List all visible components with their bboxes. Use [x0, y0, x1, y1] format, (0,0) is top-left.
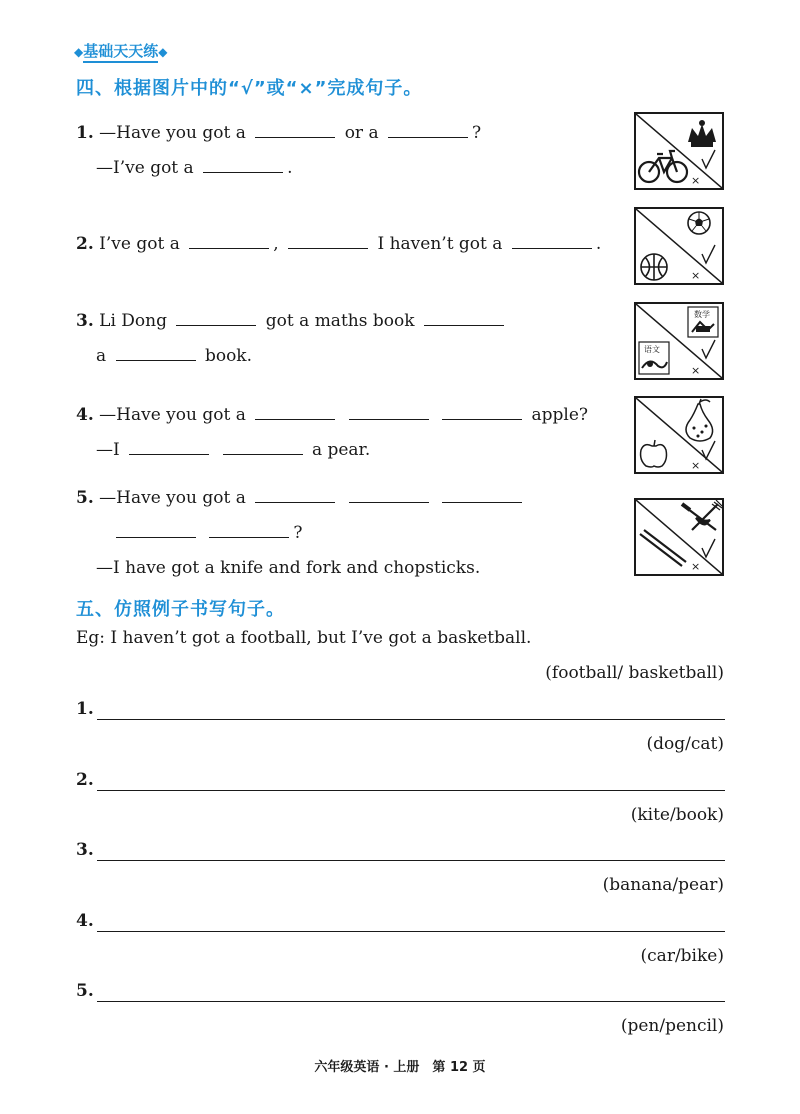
- q3-picture: [634, 302, 724, 380]
- q1-text-c: ?: [472, 123, 482, 143]
- q3-text-a: Li Dong: [99, 311, 167, 331]
- q3-line2: [96, 345, 252, 367]
- football-icon: [688, 212, 710, 234]
- diamond-icon: ◆: [74, 45, 84, 59]
- chopsticks-icon: [640, 530, 686, 566]
- q4-text-b: apple?: [531, 405, 589, 425]
- write-item-number: 4.: [76, 911, 94, 931]
- q5-blank-3[interactable]: [442, 488, 522, 503]
- page-footer: 六年级英语 · 上册 第 12 页: [314, 1060, 486, 1075]
- q3-line1: [76, 310, 508, 332]
- cross-icon: ×: [691, 459, 701, 472]
- q1-blank-2[interactable]: [388, 123, 468, 138]
- section-badge: [74, 40, 167, 61]
- diamond-icon: ◆: [158, 45, 168, 59]
- q3-blank-1[interactable]: [176, 311, 256, 326]
- q4-text-d: a pear.: [311, 440, 371, 460]
- q1-blank-1[interactable]: [255, 123, 335, 138]
- cross-icon: ×: [691, 560, 701, 573]
- example-hint: (football/ basketball): [545, 663, 724, 683]
- q4-picture: [634, 396, 724, 474]
- q1-text-a: —Have you got a: [99, 123, 246, 143]
- q3-text-b: got a maths book: [265, 311, 415, 331]
- write-hint-4: (car/bike): [640, 946, 724, 966]
- write-hint-2: (kite/book): [630, 805, 724, 825]
- q2-text-c: I haven’t got a: [377, 234, 503, 254]
- q2-number: 2.: [76, 234, 94, 254]
- q5-answer: —I have got a knife and fork and chopsticks.: [96, 558, 481, 578]
- q4-blank-2[interactable]: [349, 405, 429, 420]
- q4-blank-1[interactable]: [255, 405, 335, 420]
- q4-blank-5[interactable]: [223, 440, 303, 455]
- q2-text-d: .: [595, 234, 602, 254]
- q3-number: 3.: [76, 311, 94, 331]
- q5-blank-4[interactable]: [116, 523, 196, 538]
- badge-label: 基础天天练: [83, 42, 158, 63]
- bicycle-icon: [639, 151, 687, 182]
- q4-number: 4.: [76, 405, 94, 425]
- write-item-number: 5.: [76, 981, 94, 1001]
- q2-blank-2[interactable]: [288, 234, 368, 249]
- q5-line2: [112, 522, 303, 544]
- q1-blank-3[interactable]: [203, 158, 283, 173]
- q4-blank-4[interactable]: [129, 440, 209, 455]
- check-icon: [702, 539, 715, 557]
- q4-blank-3[interactable]: [442, 405, 522, 420]
- write-line-5[interactable]: [97, 1001, 725, 1002]
- check-icon: [702, 150, 715, 168]
- chinese-book-icon: [639, 342, 669, 374]
- write-line-4[interactable]: [97, 931, 725, 932]
- q4-text-c: —I: [96, 440, 120, 460]
- q5-number: 5.: [76, 488, 94, 508]
- q2-blank-1[interactable]: [189, 234, 269, 249]
- write-item-number: 1.: [76, 699, 94, 719]
- write-item-number: 2.: [76, 770, 94, 790]
- write-line-2[interactable]: [97, 790, 725, 791]
- q4-line2: [96, 439, 370, 461]
- q3-text-c: a: [96, 346, 107, 366]
- q5-text-a: —Have you got a: [99, 488, 246, 508]
- knife-fork-icon: [682, 500, 722, 530]
- q2-line1: [76, 233, 601, 255]
- q1-text-b: or a: [344, 123, 379, 143]
- q5-blank-2[interactable]: [349, 488, 429, 503]
- q1-answer-text: —I’ve got a: [96, 158, 194, 178]
- q5-blank-5[interactable]: [209, 523, 289, 538]
- cross-icon: ×: [691, 269, 701, 282]
- q5-question-mark: ?: [293, 523, 303, 543]
- check-icon: [702, 245, 715, 263]
- write-line-1[interactable]: [97, 719, 725, 720]
- q5-blank-1[interactable]: [255, 488, 335, 503]
- cross-icon: ×: [691, 364, 701, 377]
- q3-blank-3[interactable]: [116, 346, 196, 361]
- crown-icon: [688, 120, 716, 147]
- q2-text-b: ,: [273, 234, 279, 254]
- q1-number: 1.: [76, 123, 94, 143]
- example-sentence: Eg: I haven’t got a football, but I’ve got a basketball.: [76, 628, 532, 648]
- write-hint-5: (pen/pencil): [620, 1016, 724, 1036]
- q3-text-d: book.: [204, 346, 253, 366]
- q1-picture: [634, 112, 724, 190]
- q1-line2: [96, 157, 293, 179]
- maths-book-icon: [688, 307, 718, 337]
- q5-picture: [634, 498, 724, 576]
- cross-icon: ×: [691, 174, 701, 187]
- apple-icon: [641, 440, 667, 467]
- write-hint-1: (dog/cat): [646, 734, 724, 754]
- q1-line1: [76, 122, 481, 144]
- write-line-3[interactable]: [97, 860, 725, 861]
- q4-text-a: —Have you got a: [99, 405, 246, 425]
- pear-icon: [686, 399, 713, 441]
- basketball-icon: [641, 254, 667, 280]
- q4-line1: [76, 404, 588, 426]
- write-item-number: 3.: [76, 840, 94, 860]
- q3-blank-2[interactable]: [424, 311, 504, 326]
- q2-blank-3[interactable]: [512, 234, 592, 249]
- section4-title: 四、根据图片中的“√”或“×”完成句子。: [76, 78, 423, 99]
- svg-text:语文: 语文: [644, 345, 660, 354]
- q2-text-a: I’ve got a: [99, 234, 180, 254]
- q2-picture: [634, 207, 724, 285]
- svg-text:数学: 数学: [694, 310, 710, 319]
- q5-line1: [76, 487, 526, 509]
- write-hint-3: (banana/pear): [602, 875, 724, 895]
- check-icon: [702, 340, 715, 358]
- q1-answer-end: .: [287, 158, 293, 178]
- section5-title: 五、仿照例子书写句子。: [76, 599, 285, 620]
